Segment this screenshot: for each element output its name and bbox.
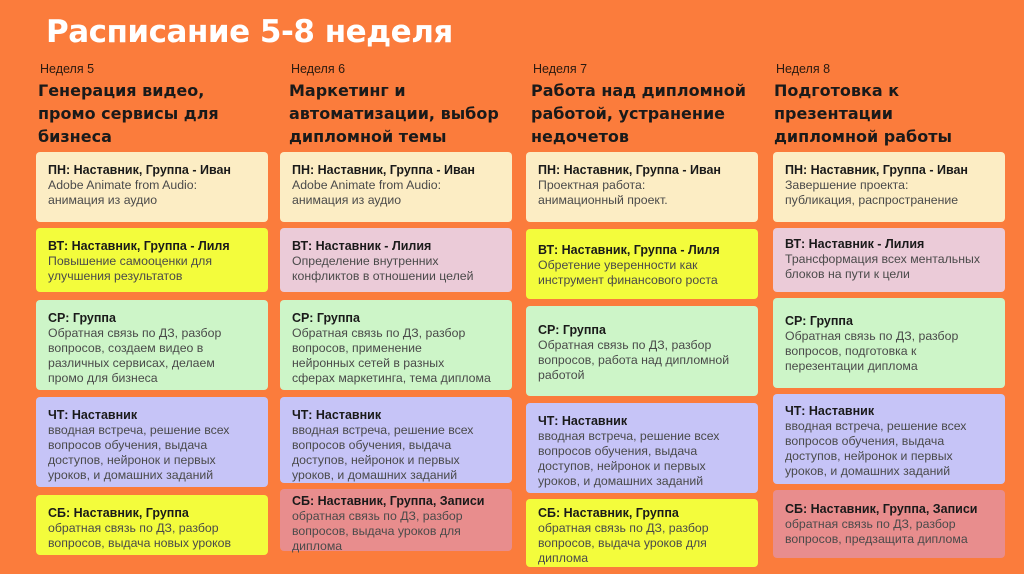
week-label: Неделя 6 xyxy=(291,62,346,76)
card-desc: Обратная связь по ДЗ, разбор вопросов, создаем видео в различных сервисах, делаем промо для бизнеса xyxy=(48,326,222,385)
card-desc: Обратная связь по ДЗ, разбор вопросов, подготовка к перезентации диплома xyxy=(785,329,959,373)
card-desc: вводная встреча, решение всех вопросов обучения, выдача доступов, нейронок и первых уроков, и домашних заданий xyxy=(785,419,967,478)
week-column-5 xyxy=(34,62,266,148)
card-day: ЧТ: Наставник xyxy=(785,404,875,418)
card-desc: обратная связь по ДЗ, разбор вопросов, выдача новых уроков xyxy=(48,521,231,550)
week-heading: Маркетинг и автоматизации, выбор дипломной темы xyxy=(289,81,499,146)
schedule-card-thu xyxy=(773,394,1005,484)
schedule-card-thu xyxy=(36,397,268,487)
schedule-card-mon xyxy=(280,152,512,222)
card-desc: Повышение самооценки для улучшения результатов xyxy=(48,254,212,283)
schedule-card-tue xyxy=(526,229,758,299)
schedule-card-mon xyxy=(773,152,1005,222)
card-desc: Обратная связь по ДЗ, разбор вопросов, применение нейронных сетей в разных сферах маркетинга, тема диплома xyxy=(292,326,491,385)
card-day: ВТ: Наставник, Группа - Лиля xyxy=(48,239,230,253)
schedule-card-sat xyxy=(280,489,512,551)
week-label: Неделя 5 xyxy=(40,62,95,76)
schedule-card-wed xyxy=(36,300,268,390)
schedule-card-mon xyxy=(36,152,268,222)
card-day: СР: Группа xyxy=(785,314,853,328)
week-column-6 xyxy=(285,62,517,148)
week-label: Неделя 7 xyxy=(533,62,588,76)
card-desc: обратная связь по ДЗ, разбор вопросов, выдача уроков для диплома xyxy=(292,509,463,553)
schedule-card-thu xyxy=(526,403,758,493)
schedule-card-wed xyxy=(280,300,512,390)
card-day: ВТ: Наставник, Группа - Лиля xyxy=(538,243,720,257)
card-desc: обратная связь по ДЗ, разбор вопросов, выдача уроков для диплома xyxy=(538,521,709,565)
card-desc: обратная связь по ДЗ, разбор вопросов, предзащита диплома xyxy=(785,517,968,546)
page-title: Расписание 5-8 неделя xyxy=(46,14,453,50)
card-desc: Adobe Animate from Audio: анимация из аудио xyxy=(292,178,442,207)
card-desc: Завершение проекта: публикация, распространение xyxy=(785,178,959,207)
card-day: ЧТ: Наставник xyxy=(538,414,628,428)
card-desc: Обратная связь по ДЗ, разбор вопросов, работа над дипломной работой xyxy=(538,338,730,382)
card-desc: Проектная работа: анимационный проект. xyxy=(538,178,668,207)
card-day: ПН: Наставник, Группа - Иван xyxy=(292,163,475,177)
schedule-card-sat xyxy=(773,490,1005,558)
card-desc: вводная встреча, решение всех вопросов обучения, выдача доступов, нейронок и первых уроков, и домашних заданий xyxy=(292,423,474,482)
week-column-8 xyxy=(770,62,1002,148)
card-day: ВТ: Наставник - Лилия xyxy=(292,239,432,253)
schedule-card-sat xyxy=(526,499,758,567)
card-desc: Adobe Animate from Audio: анимация из аудио xyxy=(48,178,198,207)
schedule-card-wed xyxy=(773,298,1005,388)
schedule-card-sat xyxy=(36,495,268,555)
schedule-card-thu xyxy=(280,397,512,483)
schedule-card-wed xyxy=(526,306,758,396)
card-desc: Определение внутренних конфликтов в отношении целей xyxy=(292,254,474,283)
card-desc: вводная встреча, решение всех вопросов обучения, выдача доступов, нейронок и первых уроков, и домашних заданий xyxy=(538,429,720,488)
week-column-7 xyxy=(527,62,759,148)
card-day: ПН: Наставник, Группа - Иван xyxy=(48,163,231,177)
week-heading: Подготовка к презентации дипломной работы xyxy=(774,81,952,146)
card-day: СБ: Наставник, Группа xyxy=(538,506,679,520)
week-heading: Работа над дипломной работой, устранение недочетов xyxy=(531,81,746,146)
card-day: СБ: Наставник, Группа, Записи xyxy=(292,494,485,508)
schedule-card-mon xyxy=(526,152,758,222)
week-label: Неделя 8 xyxy=(776,62,831,76)
card-desc: вводная встреча, решение всех вопросов обучения, выдача доступов, нейронок и первых уроков, и домашних заданий xyxy=(48,423,230,482)
card-desc: Обретение уверенности как инструмент финансового роста xyxy=(538,258,718,287)
card-day: СР: Группа xyxy=(538,323,606,337)
schedule-card-tue xyxy=(36,228,268,292)
card-desc: Трансформация всех ментальных блоков на пути к цели xyxy=(785,252,980,281)
card-day: ПН: Наставник, Группа - Иван xyxy=(785,163,968,177)
schedule-card-tue xyxy=(280,228,512,292)
card-day: ВТ: Наставник - Лилия xyxy=(785,237,925,251)
card-day: СР: Группа xyxy=(292,311,360,325)
card-day: СБ: Наставник, Группа xyxy=(48,506,189,520)
card-day: ЧТ: Наставник xyxy=(292,408,382,422)
schedule-card-tue xyxy=(773,228,1005,292)
card-day: ПН: Наставник, Группа - Иван xyxy=(538,163,721,177)
card-day: СР: Группа xyxy=(48,311,116,325)
week-heading: Генерация видео, промо сервисы для бизнеса xyxy=(38,81,219,146)
card-day: СБ: Наставник, Группа, Записи xyxy=(785,502,978,516)
card-day: ЧТ: Наставник xyxy=(48,408,138,422)
